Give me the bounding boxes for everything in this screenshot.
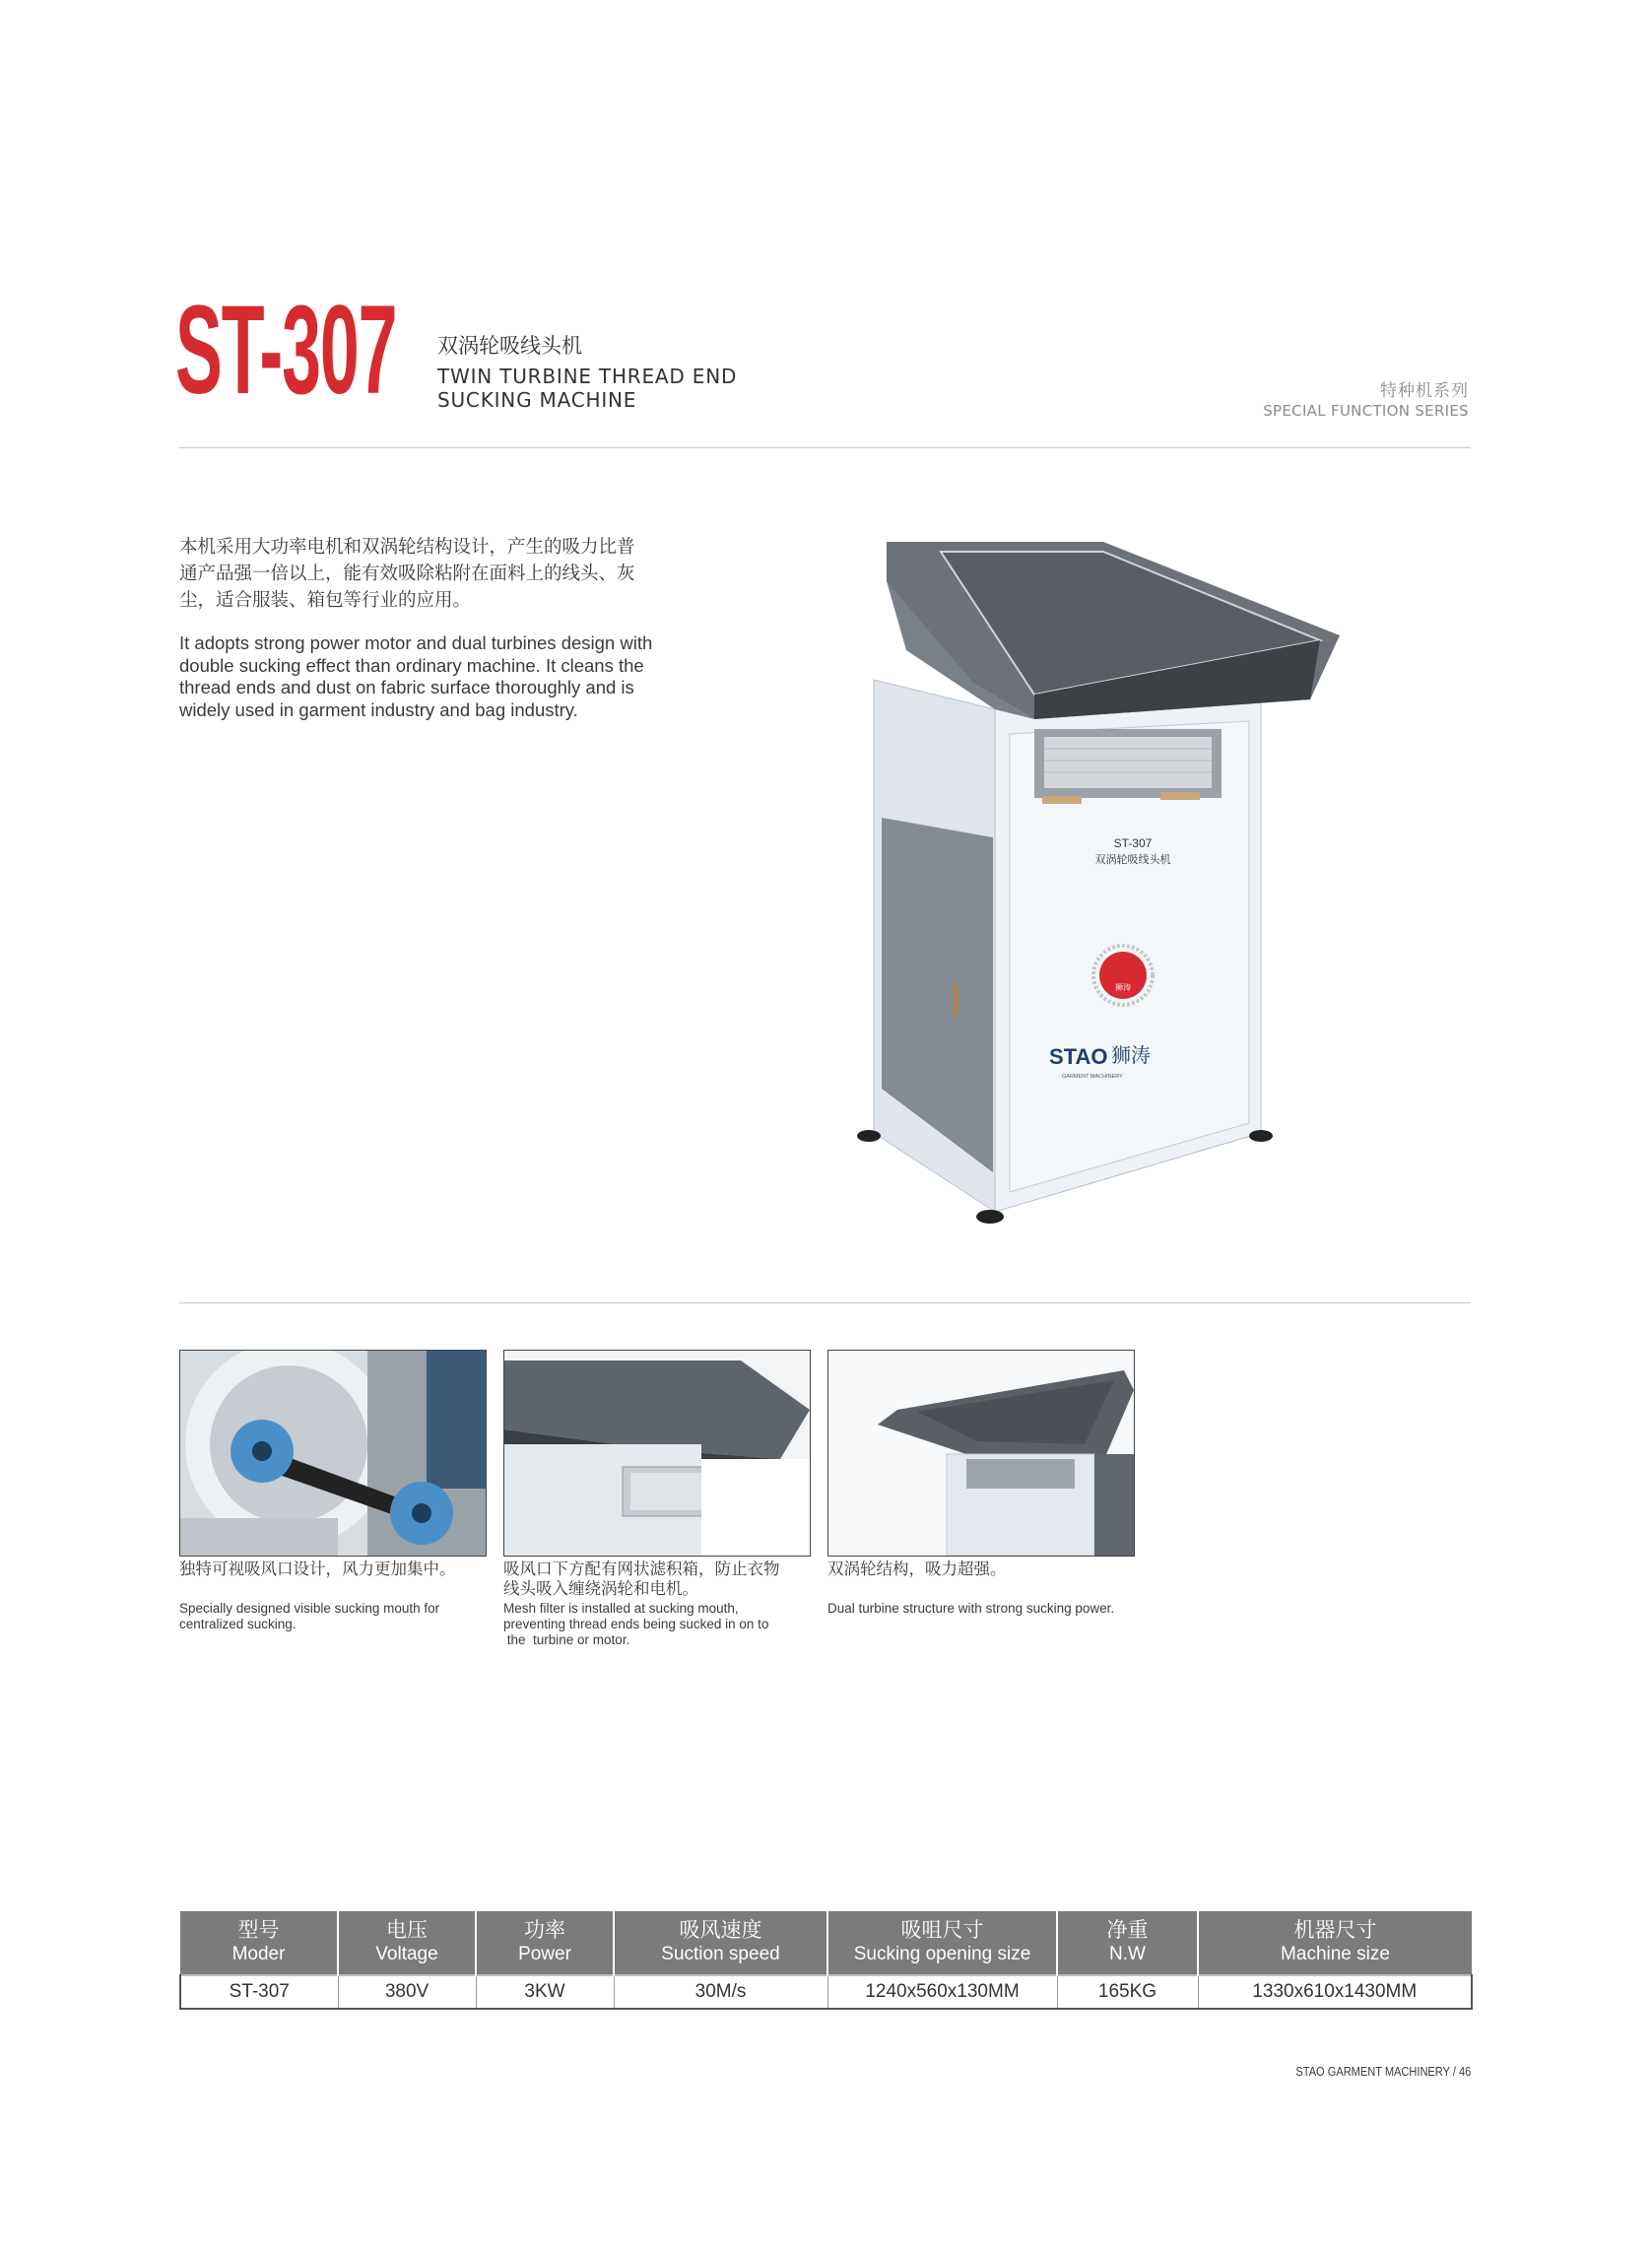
spec-cell-net-weight: 165KG	[1057, 1975, 1198, 2009]
description-en-line: It adopts strong power motor and dual turbines design with	[179, 632, 653, 653]
brand-logo-text: STAO	[1049, 1044, 1108, 1069]
caption-en-3	[827, 1601, 1153, 1617]
spec-cell-model: ST-307	[180, 1975, 338, 2009]
description-en	[179, 632, 692, 721]
header-divider	[179, 447, 1471, 448]
caption-en-line: Specially designed visible sucking mouth for	[179, 1601, 440, 1616]
spec-cell-voltage: 380V	[338, 1975, 476, 2009]
section-divider	[179, 1302, 1471, 1303]
caption-cn-1	[179, 1560, 495, 1579]
caption-en-line: the turbine or motor.	[503, 1632, 630, 1647]
caption-cn-line: 线头吸入缠绕涡轮和电机。	[503, 1579, 698, 1598]
caption-en-line: preventing thread ends being sucked in on to	[503, 1617, 769, 1631]
front-label-model: ST-307	[1113, 836, 1153, 850]
caption-en-1	[179, 1601, 504, 1632]
spec-cell-power: 3KW	[476, 1975, 614, 2009]
spec-header-opening-size: 吸咀尺寸 Sucking opening size	[827, 1911, 1057, 1975]
model-number: ST-307	[175, 280, 397, 421]
description-en-line: double sucking effect than ordinary machine. It cleans the	[179, 654, 644, 676]
page-footer: STAO GARMENT MACHINERY / 46	[1295, 2064, 1471, 2079]
spec-cell-machine-size: 1330x610x1430MM	[1198, 1975, 1472, 2009]
series-label-en: SPECIAL FUNCTION SERIES	[1263, 402, 1469, 420]
thumbnail-dual-turbine	[827, 1350, 1135, 1557]
spec-table-row	[180, 1975, 1472, 2009]
spec-cell-opening-size: 1240x560x130MM	[827, 1975, 1057, 2009]
caption-cn-3	[827, 1560, 1143, 1579]
description-cn	[179, 534, 711, 614]
front-label-name: 双涡轮吸线头机	[1094, 853, 1171, 866]
caption-en-line: Mesh filter is installed at sucking mouth,	[503, 1601, 739, 1616]
spec-header-net-weight: 净重 N.W	[1057, 1911, 1198, 1975]
description-cn-line: 本机采用大功率电机和双涡轮结构设计，产生的吸力比普	[179, 537, 635, 558]
caption-en-line: Dual turbine structure with strong sucking power.	[827, 1601, 1115, 1616]
spec-header-voltage: 电压 Voltage	[338, 1911, 476, 1975]
spec-table-header-row	[180, 1911, 1472, 1975]
description-cn-line: 通产品强一倍以上，能有效吸除粘附在面料上的线头、灰	[179, 564, 635, 584]
spec-header-suction-speed: 吸风速度 Suction speed	[614, 1911, 827, 1975]
caption-en-line: centralized sucking.	[179, 1617, 297, 1631]
thumbnail-sucking-mouth	[179, 1350, 487, 1557]
brand-logo-cn: 狮涛	[1111, 1043, 1151, 1067]
product-title-cn: 双涡轮吸线头机	[437, 334, 582, 358]
spec-header-model: 型号 Moder	[180, 1911, 338, 1975]
caption-cn-2	[503, 1560, 819, 1599]
description-en-line: thread ends and dust on fabric surface thoroughly and is	[179, 677, 634, 697]
brand-logo-sub: GARMENT MACHINERY	[1062, 1074, 1123, 1080]
spec-cell-suction-speed: 30M/s	[614, 1975, 827, 2009]
caption-en-2	[503, 1601, 828, 1648]
product-title-en-line: TWIN TURBINE THREAD END	[437, 365, 738, 388]
series-label-cn: 特种机系列	[1380, 381, 1469, 401]
product-title-en	[437, 365, 737, 412]
thumbnail-mesh-filter	[503, 1350, 811, 1557]
description-cn-line: 尘，适合服装、箱包等行业的应用。	[179, 590, 472, 611]
caption-cn-line: 独特可视吸风口设计，风力更加集中。	[179, 1560, 456, 1578]
svg-text:狮涛: 狮涛	[1115, 983, 1131, 992]
caption-cn-line: 双涡轮结构，吸力超强。	[827, 1560, 1007, 1578]
series-label	[1263, 376, 1469, 420]
description-en-line: widely used in garment industry and bag industry.	[179, 698, 578, 720]
caption-cn-line: 吸风口下方配有网状滤积箱，防止衣物	[503, 1560, 780, 1578]
spec-table	[179, 1911, 1473, 2010]
spec-header-machine-size: 机器尺寸 Machine size	[1198, 1911, 1472, 1975]
spec-header-power: 功率 Power	[476, 1911, 614, 1975]
machine-illustration	[847, 542, 1399, 1231]
product-title-en-line: SUCKING MACHINE	[437, 388, 637, 412]
